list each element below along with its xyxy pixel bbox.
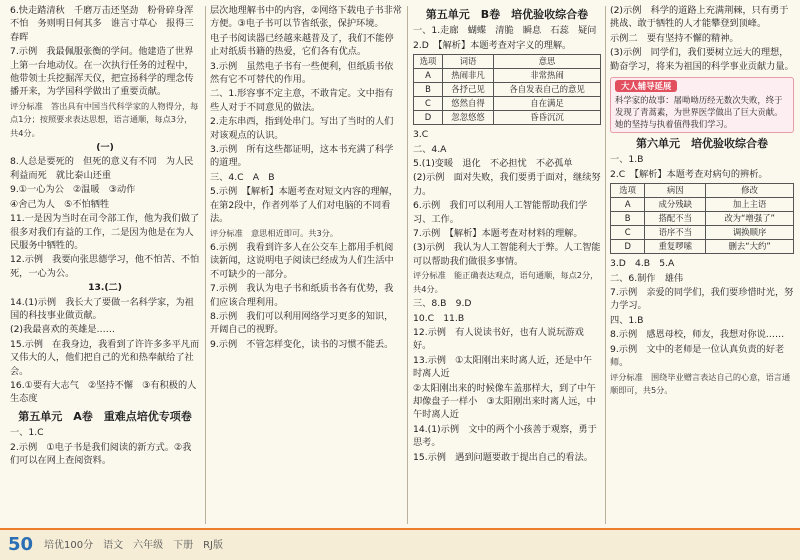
answer-line: 层次地理解书中的内容，②网络下载电子书非常方便。③电子书可以节省纸张，保护环境。 <box>210 5 402 30</box>
answer-line: 3.C <box>413 129 429 141</box>
answer-line: 8.人总是要死的 但死的意义有不同 为人民利益而死 就比泰山还重 <box>10 156 194 181</box>
table-cell: D <box>414 111 443 125</box>
table-row <box>414 111 601 125</box>
answer-line: 12.示例 我要向张思德学习，他不怕苦、不怕死，一心为公。 <box>10 254 200 279</box>
answer-line: 3.示例 所有这些都证明，这本书充满了科学的道理。 <box>210 144 394 169</box>
table-header: 选项 <box>414 55 443 69</box>
answer-line: 6.示例 我看到许多人在公交车上都用手机阅读新闻，这说明电子阅读已经成为人们生活中不可缺少的一部分。 <box>210 241 394 280</box>
answer-line: 16.①要有大志气 ②坚持不懈 ③有积极的人生态度 <box>10 379 197 405</box>
answer-line: 二、6.制作 雄伟 <box>610 272 684 284</box>
table-cell: D <box>611 240 645 254</box>
column-divider <box>205 6 206 524</box>
answer-line: 3.D 4.B 5.A <box>610 258 675 270</box>
word-meaning-table <box>413 54 601 125</box>
table-row <box>611 226 794 240</box>
answer-line: ④舍己为人 ⑤不怕牺牲 <box>10 198 110 210</box>
table-cell: A <box>611 198 645 212</box>
answer-line: 12.示例 有人说读书好，也有人说玩游戏好。 <box>413 326 584 352</box>
table-cell: 非常热闹 <box>494 69 601 83</box>
column-divider <box>605 6 606 524</box>
table-header: 修改 <box>706 184 794 198</box>
answer-line: 一、1.B <box>610 154 644 166</box>
answer-line: 9.①一心为公 ②温暖 ③动作 <box>10 184 136 196</box>
table-header: 词语 <box>442 55 493 69</box>
table-row <box>414 69 601 83</box>
answer-line: 电子书阅读器已经越来越普及了，我们不能停止对纸质书籍的热爱，它们各有优点。 <box>210 32 394 58</box>
column-divider <box>407 6 408 524</box>
table-cell: 成分残缺 <box>645 198 706 212</box>
answer-line: 二、4.A <box>413 143 447 155</box>
table-cell: 昏昏沉沉 <box>494 111 601 125</box>
answer-line: 三、8.B 9.D <box>413 298 472 310</box>
answer-line: (3)示例 我认为人工智能利大于弊。人工智能可以帮助我们做很多事情。 <box>413 242 601 267</box>
table-cell: 各抒己见 <box>442 83 493 97</box>
table-cell: 各自发表自己的意见 <box>494 83 601 97</box>
answer-line: 9.示例 文中的老师是一位认真负责的好老师。 <box>610 343 785 369</box>
answer-line: 四、1.B <box>610 314 644 326</box>
answer-line: 2.C 【解析】本题考查对病句的辨析。 <box>610 168 768 180</box>
answer-line: 9.示例 不管怎样变化，读书的习惯不能丢。 <box>210 338 394 350</box>
answer-line: 7.示例 【解析】本题考查对材料的理解。 <box>413 228 583 240</box>
table-row <box>414 83 601 97</box>
table-header: 选项 <box>611 184 645 198</box>
answer-line: (3)示例 同学们，我们要树立远大的理想，勤奋学习，将来为祖国的科学事业贡献力量。 <box>610 47 794 72</box>
answer-line: 10.C 11.B <box>413 312 465 324</box>
answer-line: 3.示例 虽然电子书有一些便利，但纸质书依然有它不可替代的作用。 <box>210 60 394 86</box>
answer-line: (2)示例 科学的道路上充满荆棘，只有勇于挑战、敢于牺牲的人才能攀登到顶峰。 <box>610 5 789 30</box>
answer-line: 8.示例 我们可以利用网络学习更多的知识，开阔自己的视野。 <box>210 310 394 336</box>
answer-line: 5.(1)变暖 退化 不必担忧 不必孤单 <box>413 158 573 170</box>
table-cell: 热闹非凡 <box>442 69 493 83</box>
column-1 <box>10 4 200 526</box>
answer-line: 5.示例 【解析】本题考查对短文内容的理解，在第2段中，作者列举了人们对电脑的不同看法。 <box>210 186 398 225</box>
tutor-extension-box <box>610 77 794 133</box>
tutor-extension-title: 大人辅导延展 <box>615 80 677 92</box>
answer-line: 7.示例 亲爱的同学们，我们要珍惜时光，努力学习。 <box>610 287 794 312</box>
table-cell: 删去“大约” <box>706 240 794 254</box>
column-2 <box>210 4 402 526</box>
answer-line: 二、1.形容事不定主意，不敢肯定。文中指有些人对于不同意见的做法。 <box>210 88 394 113</box>
answer-line: 2.走东串西，指到处串门。写出了当时的人们对该观点的认识。 <box>210 116 394 141</box>
answer-line: 13.示例 ①太阳刚出来时离人近，还是中午时离人近 <box>413 354 593 380</box>
answer-line: ②太阳刚出来的时候像车盖那样大，到了中午却像盘子一样小 ③太阳刚出来时离人远，中午时离人近 <box>413 382 596 421</box>
answer-line: 6.快走踏清秋 千磨万击还坚劲 粉骨碎身浑不怕 务则明日何其多 谁言寸草心 报得三春晖 <box>10 5 194 43</box>
table-cell: 自在满足 <box>494 97 601 111</box>
answer-line: 15.示例 遇到问题要敢于提出自己的看法。 <box>413 451 593 463</box>
unit-title: 第五单元 A卷 重难点培优专项卷 <box>18 409 192 423</box>
answer-line: 7.示例 我认为电子书和纸质书各有优势，我们应该合理利用。 <box>210 283 394 308</box>
unit-title: 第五单元 B卷 培优验收综合卷 <box>425 8 589 21</box>
answer-line: (2)示例 面对失败，我们要勇于面对，继续努力。 <box>413 172 601 197</box>
table-header: 病因 <box>645 184 706 198</box>
page-footer <box>0 528 800 560</box>
table-cell: 忽忽悠悠 <box>442 111 493 125</box>
table-cell: 加上主语 <box>706 198 794 212</box>
table-cell: B <box>611 212 645 226</box>
table-row <box>414 97 601 111</box>
table-row <box>611 198 794 212</box>
unit-title: 第六单元 培优验收综合卷 <box>636 137 768 151</box>
scoring-note: 评分标准 答出具有中国当代科学家的人物得分，每点1分；按照要求表达思想，语言通顺，每点3分，共4分。 <box>10 100 199 138</box>
column-4 <box>610 4 794 526</box>
section-heading: 13.(二) <box>88 282 122 294</box>
answer-line: 一、1.走廊 蝴蝶 清脆 瞬息 石蕊 疑问 <box>413 25 597 37</box>
answer-line: 14.(1)示例 我长大了要做一名科学家，为祖国的科技事业做贡献。 <box>10 296 194 321</box>
table-cell: 语序不当 <box>645 226 706 240</box>
column-3 <box>413 4 601 526</box>
answer-line: 14.(1)示例 文中的两个小孩善于观察，勇于思考。 <box>413 423 597 449</box>
answer-line: 三、4.C A B <box>210 171 275 183</box>
table-header: 意思 <box>494 55 601 69</box>
table-cell: 改为“增强了” <box>706 212 794 226</box>
scoring-note: 评分标准 围绕毕业赠言表达自己的心意，语言通顺即可，共5分。 <box>610 371 791 395</box>
answer-line: 一、1.C <box>10 427 44 439</box>
table-cell: 搭配不当 <box>645 212 706 226</box>
answer-line: 6.示例 我们可以利用人工智能帮助我们学习、工作。 <box>413 200 588 225</box>
table-row <box>611 212 794 226</box>
answer-line: 2.D 【解析】本题考查对字义的理解。 <box>413 39 572 51</box>
answer-line: 8.示例 感恩母校，师友，我想对你说…… <box>610 329 785 341</box>
table-cell: C <box>611 226 645 240</box>
answer-line: 2.示例 ①电子书是我们阅读的新方式。②我们可以在网上查阅资料。 <box>10 441 192 466</box>
answer-line: (2)我最喜欢的英雄是…… <box>10 324 115 336</box>
scoring-note: 评分标准 意思相近即可。共3分。 <box>210 227 339 238</box>
table-cell: C <box>414 97 443 111</box>
answer-line: 11.一是因为当时在司令部工作，他为我们做了很多对我们有益的工作，二是因为他是在为人民服务中牺牲的。 <box>10 213 200 251</box>
tutor-extension-text: 科学家的故事：屠呦呦历经无数次失败，终于发现了青蒿素，为世界医学做出了巨大贡献。她的坚持与执着值得我们学习。 <box>615 95 783 130</box>
scoring-note: 评分标准 能正确表达观点，语句通顺，每点2分，共4分。 <box>413 270 599 294</box>
answer-line: 15.示例 在我身边，我看到了许许多多平凡而又伟大的人，他们把自己的光和热奉献给了社会。 <box>10 338 200 377</box>
table-cell: 悠然自得 <box>442 97 493 111</box>
table-cell: B <box>414 83 443 97</box>
section-heading: (一) <box>96 142 114 154</box>
answer-line: 7.示例 我最佩服张衡的学问。他建造了世界上第一台地动仪。在一次执行任务的过程中，他带领士兵挖掘浑天仪，把宣扬科学的理念传播开来，为学国科学做出了重要贡献。 <box>10 46 194 98</box>
table-cell: A <box>414 69 443 83</box>
page-number: 50 <box>8 534 34 555</box>
table-row <box>611 240 794 254</box>
book-label: 培优100分 语文 六年级 下册 RJ版 <box>44 540 223 551</box>
table-cell: 调换顺序 <box>706 226 794 240</box>
table-cell: 重复啰嗦 <box>645 240 706 254</box>
sentence-error-table <box>610 183 794 254</box>
answer-line: 示例二 要有坚持不懈的精神。 <box>610 32 739 44</box>
